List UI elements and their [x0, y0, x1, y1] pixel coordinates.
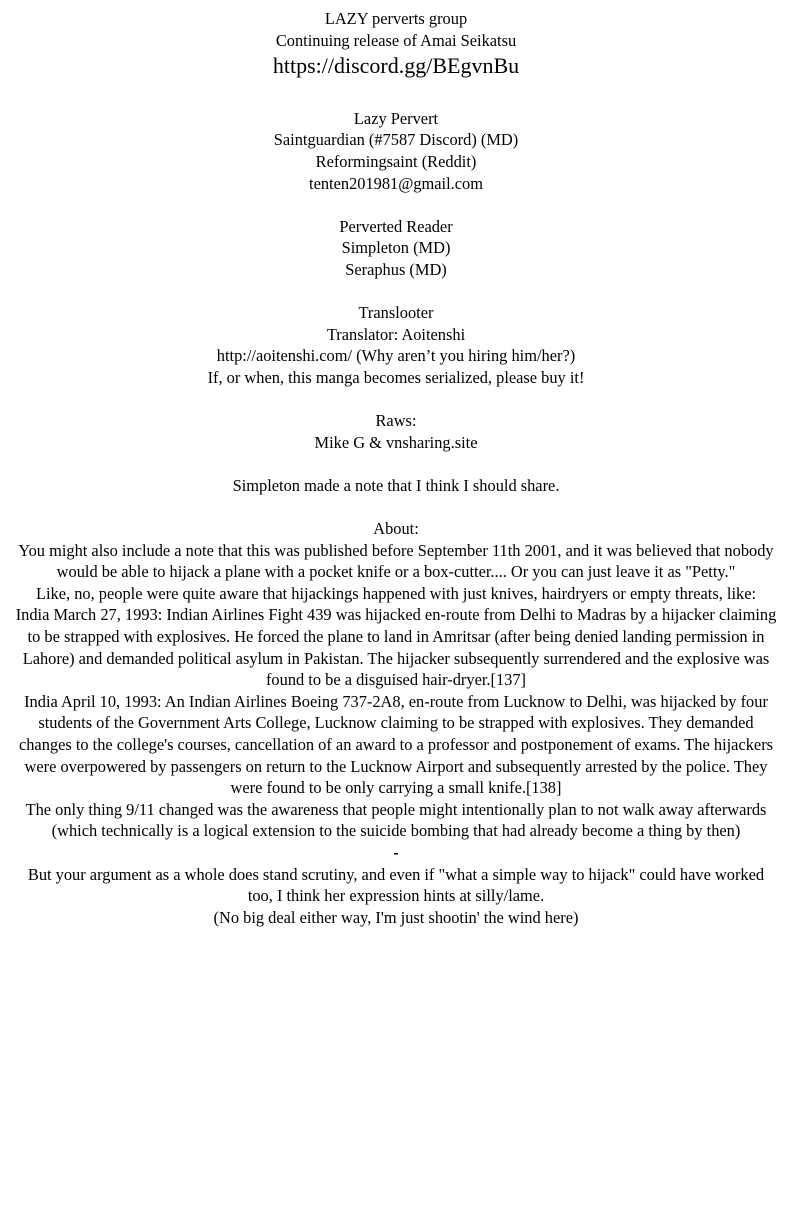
- raws-heading: Raws:: [375, 411, 417, 431]
- buy-it-note: If, or when, this manga becomes serialized, please buy it!: [207, 367, 585, 387]
- perverted-reader-simpleton: Simpleton (MD): [341, 238, 451, 258]
- lazy-pervert-email[interactable]: tenten201981@gmail.com: [309, 173, 483, 193]
- translator-name: Translator: Aoitenshi: [326, 324, 466, 344]
- about-paragraph-1: You might also include a note that this was published before September 11th 2001, and it was believed that nobody would be able to hijack a plane with a pocket knife or a box-cutter.... Or you can just leave it as "Petty.": [18, 540, 774, 582]
- perverted-reader-seraphus: Seraphus (MD): [345, 259, 447, 279]
- lazy-pervert-discord: Saintguardian (#7587 Discord) (MD): [273, 130, 519, 150]
- release-title: Continuing release of Amai Seikatsu: [275, 30, 517, 50]
- raws-source: Mike G & vnsharing.site: [314, 432, 478, 452]
- about-paragraph-5: The only thing 9/11 changed was the awareness that people might intentionally plan to not walk away afterwards (which technically is a logical extension to the suicide bombing that had already become a thing by then): [25, 799, 767, 841]
- translator-website[interactable]: http://aoitenshi.com/ (Why aren’t you hiring him/her?): [216, 346, 576, 366]
- spacer: [14, 453, 778, 475]
- about-heading: About:: [373, 519, 419, 539]
- about-paragraph-3: India March 27, 1993: Indian Airlines Fight 439 was hijacked en-route from Delhi to Madras by a hijacker claiming to be strapped with explosives. He forced the plane to land in Amritsar (after being denied landing permission in Lahore) and demanded political asylum in Pakistan. The hijacker subsequently surrendered and the explosive was found to be a disguised hair-dryer.[137]: [15, 605, 777, 690]
- perverted-reader-heading: Perverted Reader: [339, 216, 453, 236]
- spacer: [14, 281, 778, 303]
- translooter-heading: Translooter: [358, 303, 434, 323]
- separator-dash: -: [393, 842, 399, 862]
- closing-aside: (No big deal either way, I'm just shootin' the wind here): [213, 907, 579, 927]
- about-paragraph-2: Like, no, people were quite aware that hijackings happened with just knives, hairdryers or empty threats, like:: [35, 583, 757, 603]
- spacer: [14, 86, 778, 108]
- spacer: [14, 194, 778, 216]
- lazy-pervert-reddit: Reformingsaint (Reddit): [315, 151, 477, 171]
- spacer: [14, 496, 778, 518]
- spacer: [14, 389, 778, 411]
- discord-link[interactable]: https://discord.gg/BEgvnBu: [272, 53, 520, 79]
- group-name: LAZY perverts group: [324, 9, 468, 28]
- lazy-pervert-heading: Lazy Pervert: [353, 108, 439, 128]
- closing-paragraph: But your argument as a whole does stand scrutiny, and even if "what a simple way to hijack" could have worked too, I think her expression hints at silly/lame.: [27, 864, 765, 906]
- credits-page: [14, 8, 778, 928]
- note-intro: Simpleton made a note that I think I should share.: [232, 475, 560, 495]
- about-paragraph-4: India April 10, 1993: An Indian Airlines Boeing 737-2A8, en-route from Lucknow to Delhi, was hijacked by four students of the Government Arts College, Lucknow claiming to be strapped with explosives. They demanded changes to the college's courses, cancellation of an award to a professor and postponement of exams. The hijackers were overpowered by passengers on return to the Lucknow Airport and subsequently arrested by the police. They were found to be only carrying a small knife.[138]: [18, 691, 774, 798]
